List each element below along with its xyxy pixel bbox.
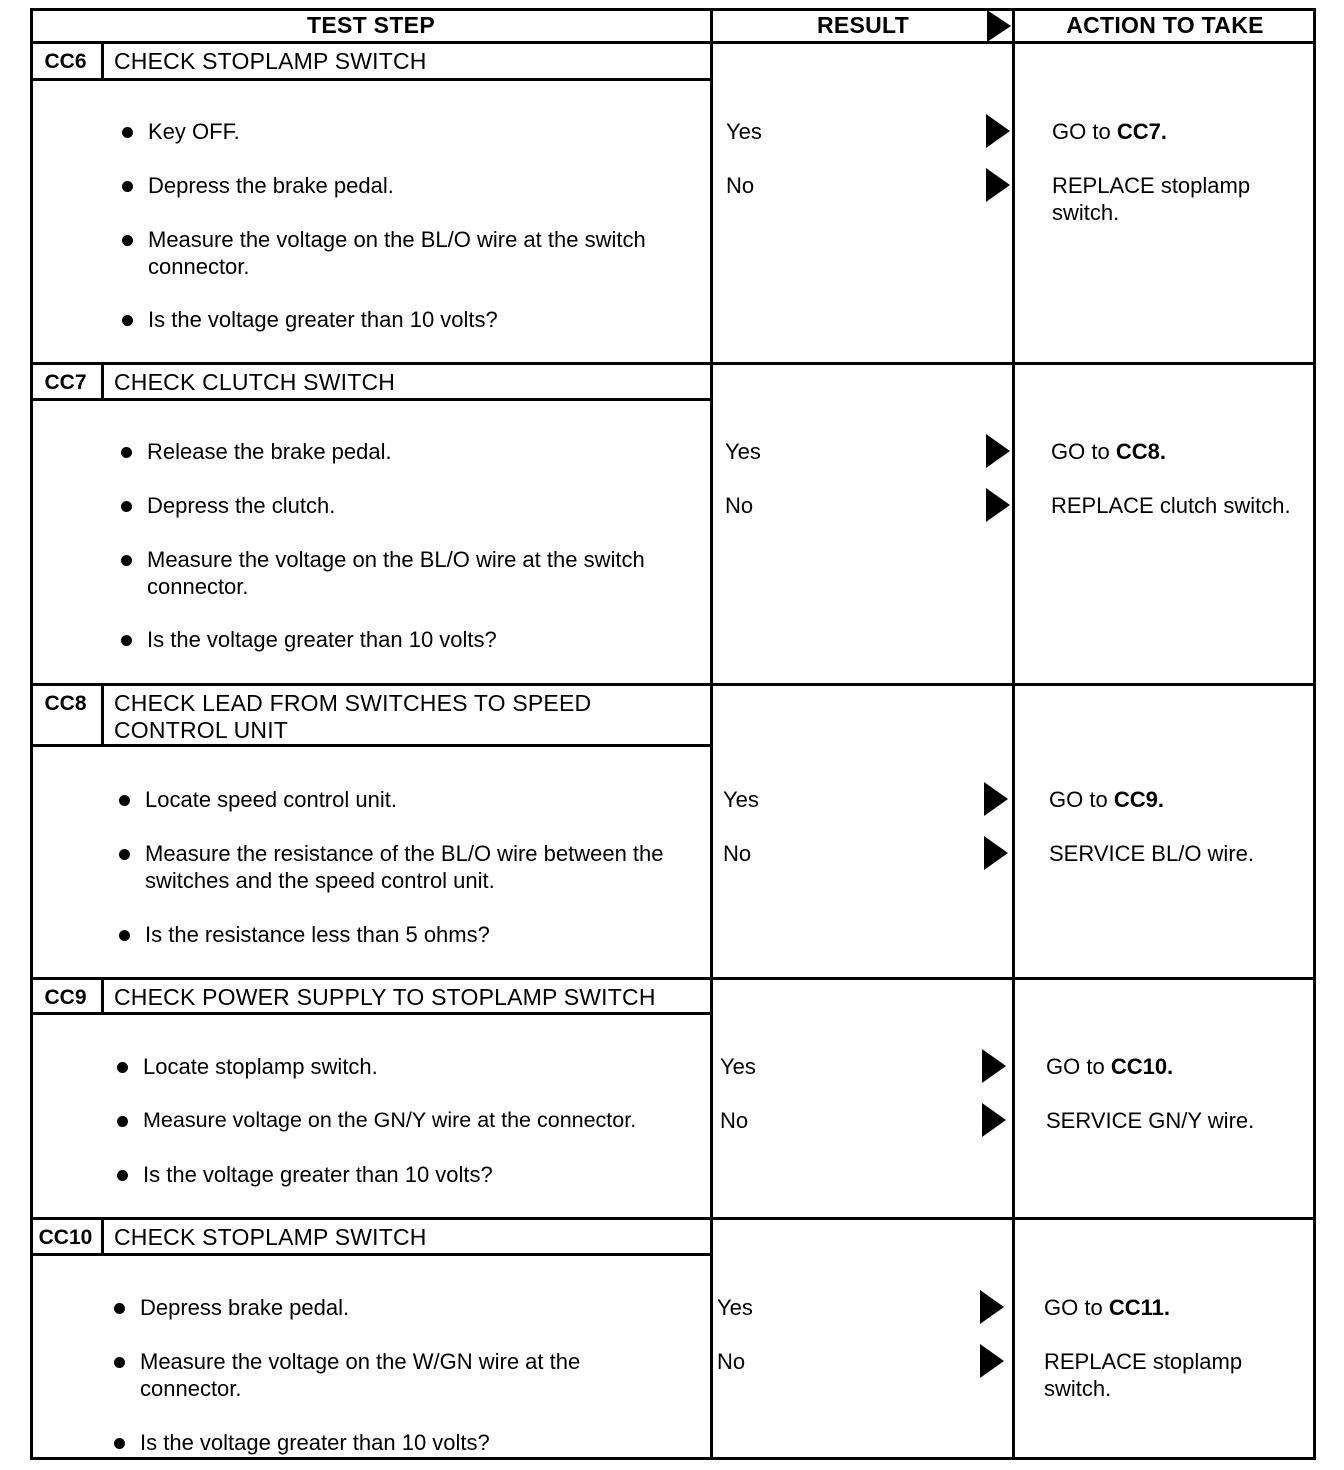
action-yes: GO to CC10. bbox=[1046, 1054, 1174, 1079]
bullet-icon bbox=[119, 930, 130, 941]
step-title: CHECK STOPLAMP SWITCH bbox=[114, 48, 427, 74]
bullet-item: Locate speed control unit. bbox=[145, 786, 685, 813]
action-no: REPLACE stoplamp switch. bbox=[1044, 1349, 1243, 1401]
result-yes: Yes bbox=[720, 1054, 756, 1079]
action-no: REPLACE stoplamp switch. bbox=[1052, 173, 1251, 225]
arrow-right-icon bbox=[986, 488, 1010, 522]
bullet-icon bbox=[117, 1170, 128, 1181]
result-no: No bbox=[717, 1349, 746, 1374]
header-action: ACTION TO TAKE bbox=[1014, 8, 1316, 44]
arrow-right-icon bbox=[986, 434, 1010, 468]
bullet-icon bbox=[122, 235, 133, 246]
arrow-right-icon bbox=[986, 168, 1010, 202]
bullet-item: Locate stoplamp switch. bbox=[143, 1053, 688, 1080]
action-no: SERVICE BL/O wire. bbox=[1049, 841, 1254, 866]
arrow-right-icon bbox=[980, 1344, 1004, 1378]
result-yes: Yes bbox=[723, 787, 759, 812]
bullet-icon bbox=[122, 181, 133, 192]
bullet-item: Measure the voltage on the BL/O wire at the switch connector. bbox=[148, 226, 693, 280]
bullet-item: Is the voltage greater than 10 volts? bbox=[140, 1429, 685, 1456]
bullet-icon bbox=[121, 501, 132, 512]
step-code: CC7 bbox=[30, 365, 104, 398]
result-yes: Yes bbox=[717, 1295, 753, 1320]
step-title: CHECK STOPLAMP SWITCH bbox=[114, 1224, 427, 1250]
bullet-icon bbox=[119, 849, 130, 860]
arrow-right-icon bbox=[986, 114, 1010, 148]
bullet-icon bbox=[114, 1438, 125, 1449]
action-yes: GO to CC8. bbox=[1051, 439, 1166, 464]
bullet-item: Release the brake pedal. bbox=[147, 438, 687, 465]
divider-action bbox=[1012, 8, 1015, 1460]
arrow-right-icon bbox=[984, 782, 1008, 816]
header-arrow-icon bbox=[987, 10, 1011, 42]
bullet-item: Measure the voltage on the BL/O wire at the switch connector. bbox=[147, 546, 692, 600]
divider-result bbox=[710, 8, 713, 1460]
arrow-right-icon bbox=[982, 1103, 1006, 1137]
result-yes: Yes bbox=[726, 119, 762, 144]
header-test-step: TEST STEP bbox=[30, 8, 712, 44]
arrow-right-icon bbox=[980, 1290, 1004, 1324]
bullet-item: Is the voltage greater than 10 volts? bbox=[147, 626, 687, 653]
step-header bbox=[30, 686, 710, 747]
bullet-icon bbox=[121, 555, 132, 566]
arrow-right-icon bbox=[984, 836, 1008, 870]
bullet-item: Is the resistance less than 5 ohms? bbox=[145, 921, 685, 948]
step-title: CHECK LEAD FROM SWITCHES TO SPEED CONTROL UNIT bbox=[114, 690, 592, 743]
bullet-icon bbox=[119, 795, 130, 806]
header-result: RESULT bbox=[712, 8, 1014, 44]
action-no: SERVICE GN/Y wire. bbox=[1046, 1108, 1255, 1133]
step-title: CHECK CLUTCH SWITCH bbox=[114, 369, 396, 395]
bullet-icon bbox=[114, 1303, 125, 1314]
step-code: CC9 bbox=[30, 980, 104, 1012]
step-header bbox=[30, 1220, 710, 1256]
step-title: CHECK POWER SUPPLY TO STOPLAMP SWITCH bbox=[114, 984, 656, 1010]
bullet-icon bbox=[117, 1062, 128, 1073]
bullet-item: Measure the resistance of the BL/O wire between the switches and the speed control unit. bbox=[145, 840, 685, 894]
bullet-icon bbox=[117, 1116, 128, 1127]
bullet-item: Measure voltage on the GN/Y wire at the connector. bbox=[143, 1107, 703, 1134]
step-header bbox=[30, 44, 710, 81]
action-yes: GO to CC9. bbox=[1049, 787, 1164, 812]
step-code: CC6 bbox=[30, 44, 104, 78]
action-no: REPLACE clutch switch. bbox=[1051, 493, 1291, 518]
bullet-item: Measure the voltage on the W/GN wire at the connector. bbox=[140, 1348, 640, 1402]
bullet-icon bbox=[121, 635, 132, 646]
action-yes: GO to CC7. bbox=[1052, 119, 1167, 144]
step-header bbox=[30, 980, 710, 1015]
bullet-item: Is the voltage greater than 10 volts? bbox=[148, 306, 688, 333]
step-header bbox=[30, 365, 710, 401]
bullet-item: Depress the brake pedal. bbox=[148, 172, 688, 199]
bullet-item: Key OFF. bbox=[148, 118, 688, 145]
result-yes: Yes bbox=[725, 439, 761, 464]
bullet-icon bbox=[121, 447, 132, 458]
step-code: CC10 bbox=[30, 1220, 104, 1253]
result-no: No bbox=[726, 173, 755, 198]
result-no: No bbox=[720, 1108, 749, 1133]
arrow-right-icon bbox=[982, 1049, 1006, 1083]
bullet-icon bbox=[114, 1357, 125, 1368]
bullet-icon bbox=[122, 127, 133, 138]
bullet-item: Depress the clutch. bbox=[147, 492, 687, 519]
bullet-item: Is the voltage greater than 10 volts? bbox=[143, 1161, 688, 1188]
bullet-item: Depress brake pedal. bbox=[140, 1294, 685, 1321]
step-code: CC8 bbox=[30, 686, 104, 744]
bullet-icon bbox=[122, 315, 133, 326]
result-no: No bbox=[723, 841, 752, 866]
result-no: No bbox=[725, 493, 754, 518]
action-yes: GO to CC11. bbox=[1044, 1295, 1170, 1320]
